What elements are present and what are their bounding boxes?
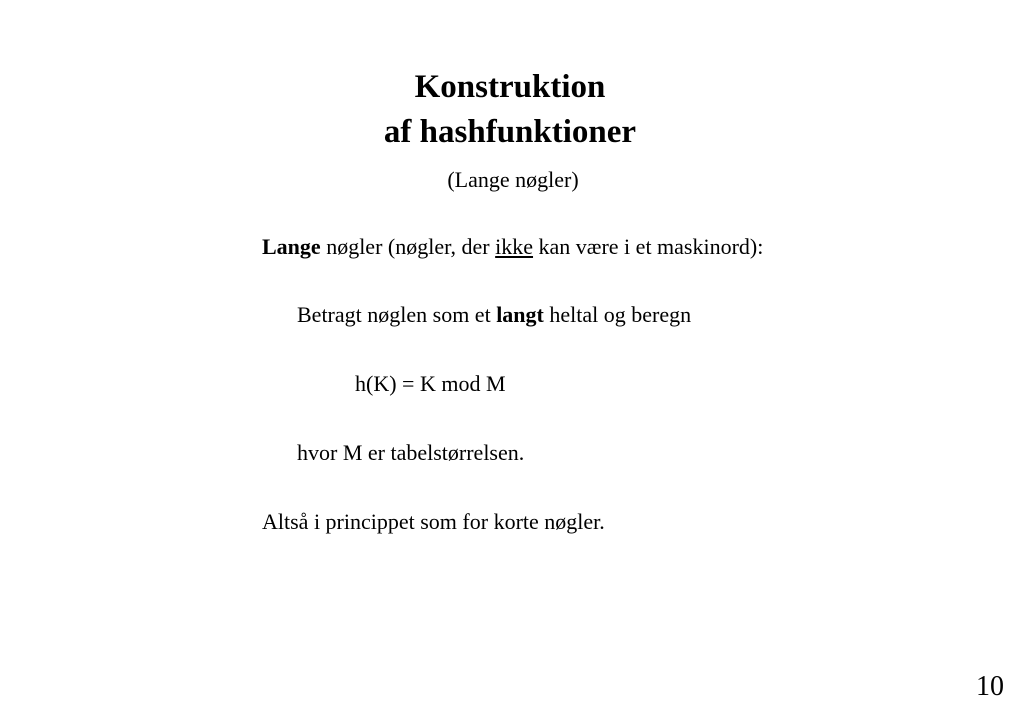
hash-formula: h(K) = K mod M (355, 371, 506, 396)
definition-mid-text: nøgler (nøgler, der (320, 234, 496, 259)
underlined-ikke: ikke (495, 234, 534, 259)
title-line-2: af hashfunktioner (383, 114, 637, 150)
subtitle: (Lange nøgler) (447, 167, 579, 192)
page-number: 10 (976, 671, 1004, 702)
table-size-line: hvor M er tabelstørrelsen. (297, 440, 525, 465)
bold-langt: langt (496, 302, 544, 327)
title-line-1: Konstruktion (414, 69, 606, 105)
conclusion-line: Altså i princippet som for korte nøgler. (262, 509, 605, 534)
bold-lange: Lange (262, 234, 321, 259)
consider-end-text: heltal og beregn (543, 302, 692, 327)
consider-start-text: Betragt nøglen som et (297, 302, 497, 327)
definition-end-text: kan være i et maskinord): (533, 234, 764, 259)
long-keys-definition (262, 232, 763, 262)
consider-key-line (297, 300, 691, 330)
